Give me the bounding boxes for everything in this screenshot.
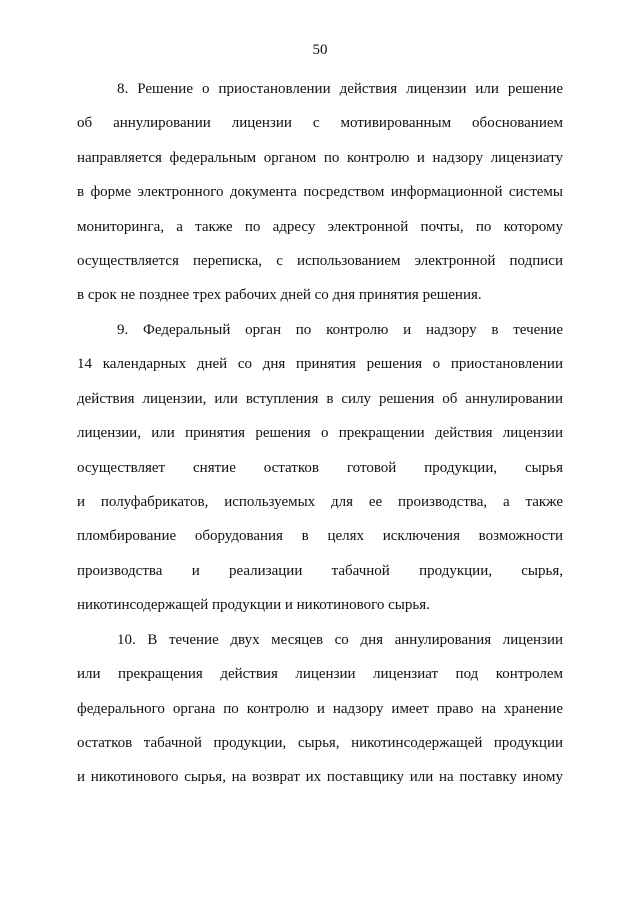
paragraph-8-line: 8. Решение о приостановлении действия лицензии или решение: [117, 81, 563, 97]
paragraph-9-line: производства и реализации табачной продукции, сырья,: [77, 563, 563, 579]
paragraph-9-line: 14 календарных дней со дня принятия решения о приостановлении: [77, 356, 563, 372]
paragraph-9-line: пломбирование оборудования в целях исключения возможности: [77, 528, 563, 544]
paragraph-10-line: и никотинового сырья, на возврат их поставщику или на поставку иному: [77, 769, 563, 785]
paragraph-10-line: федерального органа по контролю и надзору имеет право на хранение: [77, 701, 563, 717]
paragraph-10-line: 10. В течение двух месяцев со дня аннулирования лицензии: [117, 632, 563, 648]
paragraph-9-line: 9. Федеральный орган по контролю и надзору в течение: [117, 322, 563, 338]
paragraph-9-line: никотинсодержащей продукции и никотинового сырья.: [77, 597, 430, 613]
paragraph-8-line: мониторинга, а также по адресу электронной почты, по которому: [77, 219, 563, 235]
paragraph-10-line: остатков табачной продукции, сырья, никотинсодержащей продукции: [77, 735, 563, 751]
paragraph-9-line: лицензии, или принятия решения о прекращении действия лицензии: [77, 425, 563, 441]
paragraph-8-line: в форме электронного документа посредством информационной системы: [77, 184, 563, 200]
paragraph-8-line: в срок не позднее трех рабочих дней со дня принятия решения.: [77, 287, 482, 303]
paragraph-8-line: об аннулировании лицензии с мотивированным обоснованием: [77, 115, 563, 131]
paragraph-9-line: действия лицензии, или вступления в силу решения об аннулировании: [77, 391, 563, 407]
paragraph-9-line: и полуфабрикатов, используемых для ее производства, а также: [77, 494, 563, 510]
paragraph-9-line: осуществляет снятие остатков готовой продукции, сырья: [77, 460, 563, 476]
paragraph-8-line: осуществляется переписка, с использованием электронной подписи: [77, 253, 563, 269]
paragraph-8-line: направляется федеральным органом по контролю и надзору лицензиату: [77, 150, 563, 166]
page-number: 50: [312, 42, 328, 58]
paragraph-10-line: или прекращения действия лицензии лицензиат под контролем: [77, 666, 563, 682]
